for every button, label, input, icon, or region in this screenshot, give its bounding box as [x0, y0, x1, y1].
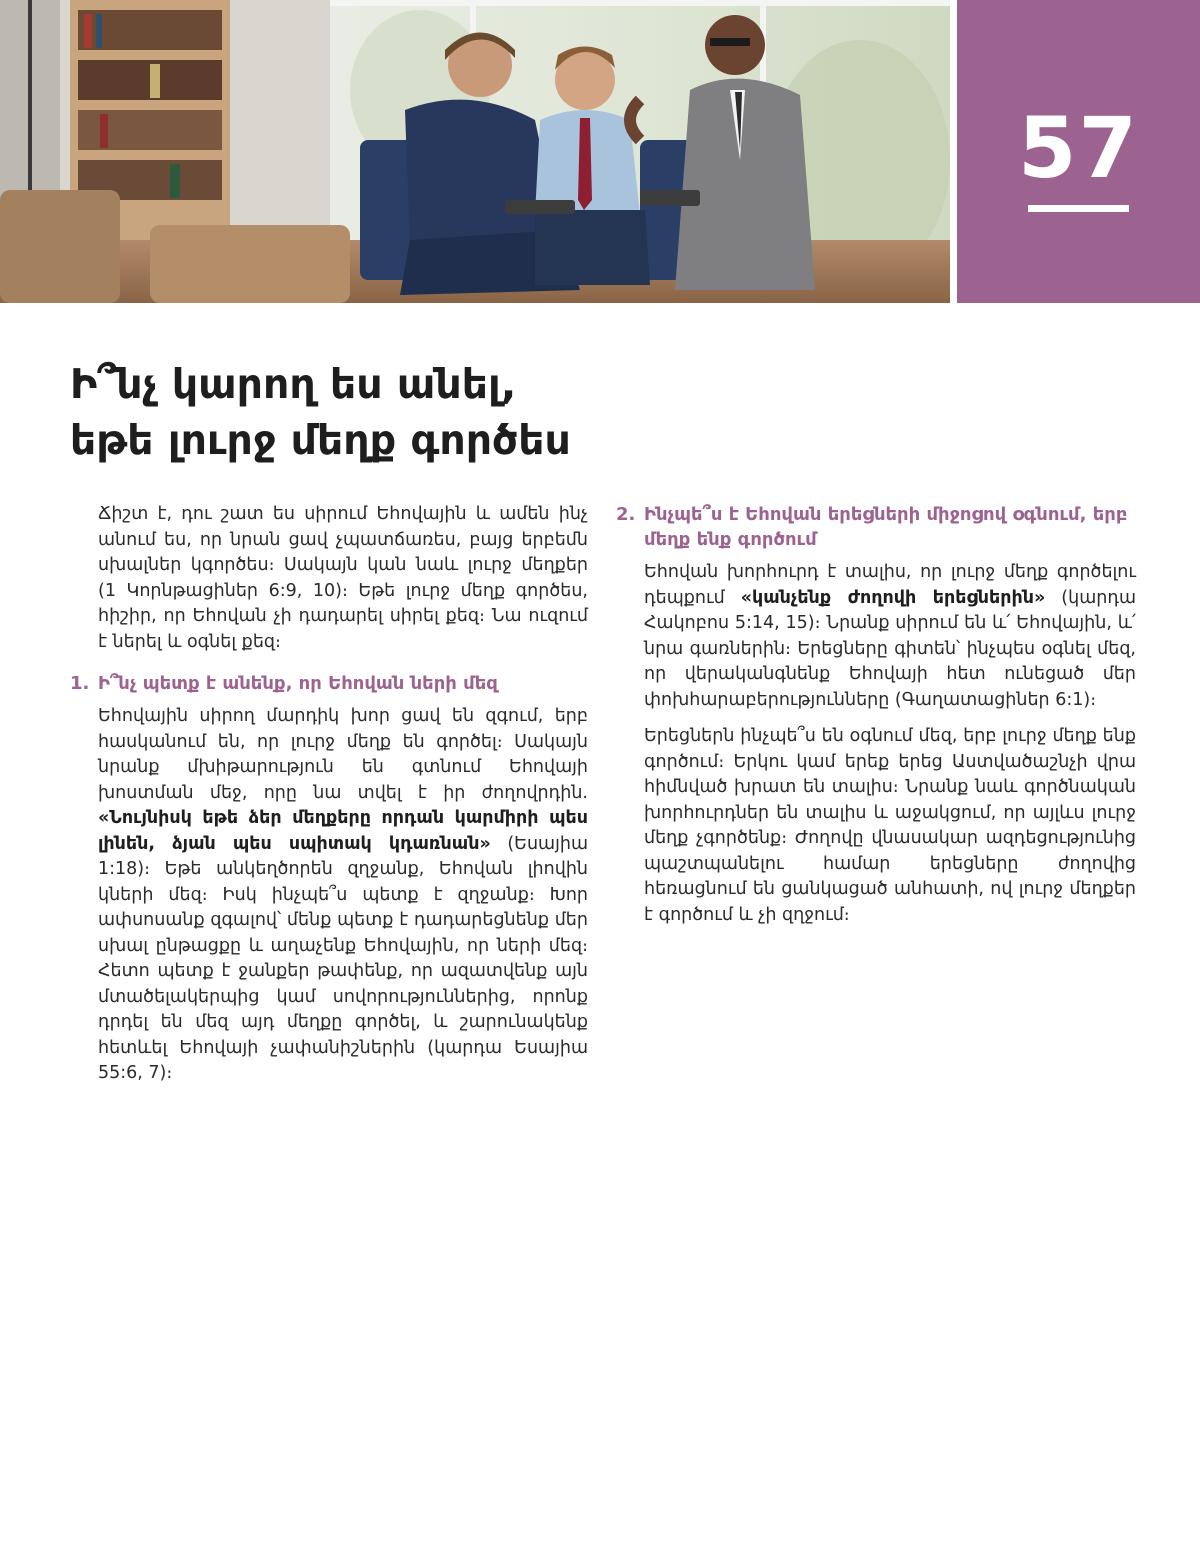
page-title	[70, 356, 870, 468]
question-1-text: Ի՞նչ պետք է անենք, որ Եհովան ների մեզ	[98, 673, 498, 694]
left-column	[70, 502, 588, 1098]
header-photo	[0, 0, 950, 303]
q2-text-after: (կարդա Հակոբոս 5:14, 15)։ Նրանք սիրում են և՛ Եհովային, և՛ նրա գառներին։ Երեցները գիտեն՝ ինչպես օգնել մեզ, որ վերականգնենք Եհովայի հետ ունեցած մեր փոխհարաբերությունները (Գաղատացիներ 6:1)։	[644, 587, 1136, 710]
question-1-paragraph	[98, 704, 588, 1087]
q2-text-before: Եհովան խորհուրդ է տալիս, որ լուրջ մեղք գործելու դեպքում	[644, 562, 1136, 608]
question-2-number: 2.	[616, 504, 636, 525]
title-line-1: Ի՞նչ կարող ես անել,	[70, 360, 517, 408]
q1-bold-quote: «Նույնիսկ եթե ձեր մեղքերը որդան կարմիրի պես լինեն, ձյան պես սպիտակ կդառնան»	[98, 808, 588, 854]
q1-text-before: Եհովային սիրող մարդիկ խոր ցավ են զգում, երբ հասկանում են, որ լուրջ մեղք են գործել։ Սակայն նրանք մխիթարություն են գտնում Եհովայի խոստման մեջ, որը նա տվել է իր ժողովրդին.	[98, 706, 588, 803]
question-2-text: Ինչպե՞ս է Եհովան երեցների միջոցով օգնում, երբ մեղք ենք գործում	[644, 504, 1128, 550]
intro-paragraph: Ճիշտ է, դու շատ ես սիրում Եհովային և ամեն ինչ անում ես, որ նրան ցավ չպատճառես, բայց երբեմն սխալներ կգործես։ Սակայն կան նաև լուրջ մեղքեր (1 Կորնթացիներ 6:9, 10)։ Եթե լուրջ մեղք գործես, հիշիր, որ Եհովան չի դադարել սիրել քեզ։ Նա ուզում է ներել և օգնել քեզ։	[98, 504, 588, 652]
lesson-number-box	[957, 0, 1200, 303]
q1-text-after: (Եսայիա 1:18)։ Եթե անկեղծորեն զղջանք, Եհովան լիովին կների մեզ։ Իսկ ինչպե՞ս պետք է զղջանք։ Խոր ափսոսանք զգալով՝ մենք պետք է դադարեցնենք մեր սխալ ընթացքը և աղաչենք Եհովային, որ ների մեզ։ Հետո պետք է ջանքեր թափենք, որ ազատվենք այն մտածելակերպից կամ սովորություններից, որոնք դրդել են մեզ այդ մեղքը գործել, և շարունակենք հետևել Եհովայի չափանիշներին (կարդա Եսայիա 55:6, 7)։	[98, 833, 588, 1083]
question-2-heading	[616, 502, 1136, 552]
title-line-2: եթե լուրջ մեղք գործես	[70, 416, 571, 464]
question-2-paragraph-1	[644, 560, 1136, 713]
question-1-number: 1.	[70, 673, 90, 694]
question-1-heading	[70, 671, 588, 696]
q2-bold-quote: «կանչենք ժողովի երեցներին»	[740, 587, 1046, 608]
question-2-paragraph-2: Երեցներն ինչպե՞ս են օգնում մեզ, երբ լուրջ մեղք ենք գործում։ Երկու կամ երեք երեց Աստվածաշնչի վրա հիմնված խրատ են տալիս։ Նրանք նաև գործնական խորհուրդներ են տալիս և աջակցում, որ այլևս լուրջ մեղք չգործենք։ Ժողովը վնասակար ազդեցությունից պաշտպանելու համար երեցները ժողովից հեռացնում են ցանկացած անհատի, ով լուրջ մեղքեր է գործում և չի զղջում։	[644, 726, 1136, 925]
lesson-number: 57	[1018, 99, 1139, 197]
lesson-number-underline	[1028, 205, 1129, 212]
right-column	[616, 502, 1136, 939]
